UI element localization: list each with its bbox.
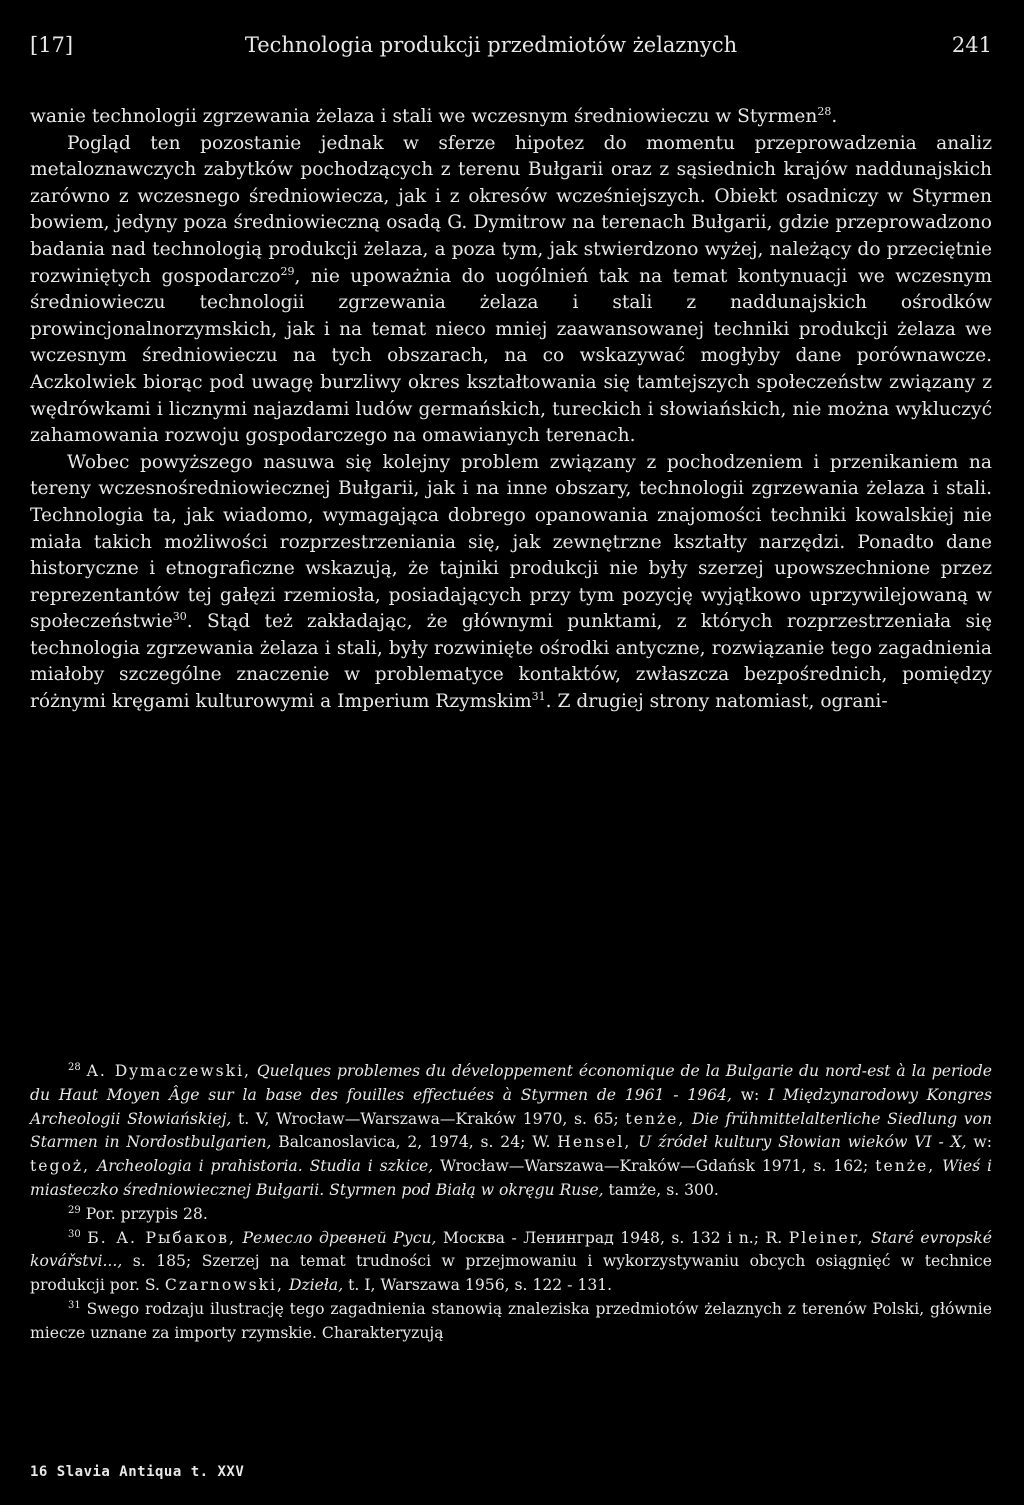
footnotes: [30, 1060, 992, 1346]
text-run: Por. przypis 28.: [85, 1204, 208, 1223]
author: Pleiner,: [788, 1228, 865, 1247]
work-title: Archeologia i prahistoria. Studia i szkice,: [96, 1157, 434, 1176]
work-title: Staré evropské kovářstvi...,: [30, 1228, 992, 1271]
text-run: Wrocław—Warszawa—Kraków—Gdańsk 1971, s. 162;: [433, 1157, 876, 1176]
footnote-ref-31[interactable]: 31: [531, 689, 546, 703]
footnote-28: [30, 1060, 992, 1203]
text-run: Москва - Ленинград 1948, s. 132 i n.; R.: [436, 1228, 789, 1247]
text-run: Swego rodzaju ilustrację tego zagadnienia stanowią znaleziska przedmiotów żelaznych z terenów Polski, głównie miecze uznane za importy rzymskie. Charakteryzują: [30, 1299, 993, 1342]
text-run: t. V, Wrocław—Warszawa—Kraków 1970, s. 65;: [231, 1109, 626, 1128]
footnote-mark: 31: [68, 1299, 81, 1311]
author: tegoż,: [30, 1157, 91, 1176]
footnote-30: [30, 1227, 992, 1298]
footnote-31: [30, 1298, 992, 1346]
sheet-signature: 16 Slavia Antiqua t. XXV: [30, 1464, 245, 1480]
running-header: [30, 30, 992, 60]
paragraph-3: [30, 450, 992, 716]
text-run: .: [831, 106, 838, 127]
footnote-29: [30, 1203, 992, 1227]
author: Б. А. Рыбаков,: [87, 1228, 236, 1247]
text-run: w:: [966, 1133, 993, 1152]
footnote-ref-29[interactable]: 29: [280, 264, 295, 278]
footnote-mark: 28: [68, 1061, 81, 1073]
text-run: . Stąd też zakładając, że głównymi punktami, z których rozprzestrzeniała się technologia zgrzewania żelaza i stali, były rozwinięte ośrodki antyczne, rozwiązanie tego zagadnienia miałoby szczególne znaczenie w problematyce kontaktów, zwłaszcza bezpośrednich, pomiędzy różnymi kręgami kulturowymi a Imperium Rzymskim: [30, 611, 992, 713]
footnote-mark: 29: [68, 1204, 81, 1216]
text-run: Balcanoslavica, 2, 1974, s. 24; W.: [271, 1133, 558, 1152]
text-run: , nie upoważnia do uogólnień tak na temat kontynuacji we wczesnym średniowieczu technologii zgrzewania żelaza i stali z naddunajskich ośrodków prowincjonalnorzymskich, jak i na temat nieco mniej zaawansowanej techniki produkcji żelaza we wczesnym średniowieczu na tych obszarach, na co wskazywać mogłyby dane porównawcze. Aczkolwiek biorąc pod uwagę burzliwy okres kształtowania się tamtejszych społeczeństw związany z wędrówkami i licznymi najazdami ludów germańskich, tureckich i słowiańskich, nie można wykluczyć zahamowania rozwoju gospodarczego na omawianych terenach.: [30, 265, 992, 447]
author: Czarnowski,: [164, 1276, 284, 1295]
footnote-ref-30[interactable]: 30: [172, 610, 187, 624]
author: tenże,: [875, 1157, 936, 1176]
text-run: Wobec powyższego nasuwa się kolejny problem związany z pochodzeniem i przenikaniem na tereny wczesnośredniowiecznej Bułgarii, jak i na inne obszary, technologii zgrzewania żelaza i stali. Technologia ta, jak wiadomo, wymagająca dobrego opanowania znajomości techniki kowalskiej nie miała takich możliwości rozprzestrzeniania się, jak zewnętrzne kształty narzędzi. Ponadto dane historyczne i etnograficzne wskazują, że tajniki produkcji nie były szerzej upowszechnione przez reprezentantów tej gałęzi rzemiosła, posiadających przy tym pozycję wyjątkowo uprzywilejowaną w społeczeństwie: [30, 451, 992, 633]
text-run: s. 185; Szerzej na temat trudności w przejmowaniu i wykorzystywaniu obcych osiągnięć w technice produkcji por. S.: [30, 1252, 992, 1295]
text-run: wanie technologii zgrzewania żelaza i stali we wczesnym średniowieczu w Styrmen: [30, 106, 818, 127]
work-title: Die frühmittelalterliche Siedlung von Starmen in Nordostbulgarien,: [30, 1109, 992, 1152]
paragraph-2: [30, 131, 992, 450]
text-run: Pogląd ten pozostanie jednak w sferze hipotez do momentu przeprowadzenia analiz metaloznawczych zabytków pochodzących z terenu Bułgarii oraz z sąsiednich krajów naddunajskich zarówno z wczesnego średniowiecza, jak i z okresów wcześniejszych. Obiekt osadniczy w Styrmen bowiem, jedyny poza średniowieczną osadą G. Dymitrow na terenach Bułgarii, gdzie przeprowadzono badania nad technologią produkcji żelaza, a poza tym, jak stwierdzono wyżej, należący do przeciętnie rozwiniętych gospodarczo: [30, 132, 992, 287]
author: Hensel,: [557, 1133, 632, 1152]
work-title: Quelques problemes du développement économique de la Bulgarie du nord-est à la periode du Haut Moyen Âge sur la base des fouilles effectuées à Styrmen de 1961 - 1964,: [30, 1062, 992, 1104]
footnote-ref-28[interactable]: 28: [817, 104, 832, 118]
running-title: Technologia produkcji przedmiotów żelaznych: [244, 33, 738, 57]
author: A. Dymaczewski,: [86, 1062, 252, 1080]
page: [30, 30, 992, 716]
work-title: Dzieła,: [288, 1276, 344, 1295]
text-run: w:: [731, 1085, 769, 1104]
footnote-mark: 30: [68, 1228, 81, 1240]
author: tenże,: [625, 1109, 686, 1128]
text-run: t. I, Warszawa 1956, s. 122 - 131.: [343, 1276, 613, 1295]
work-title: Wieś i miasteczko średniowiecznej Bułgarii. Styrmen pod Białą w okręgu Ruse,: [30, 1157, 992, 1199]
text-run: . Z drugiej strony natomiast, ograni-: [545, 691, 888, 713]
main-text: [30, 104, 992, 716]
page-number: 241: [951, 33, 992, 57]
work-title: Ремесло древней Руси,: [242, 1228, 437, 1247]
text-run: tamże, s. 300.: [603, 1180, 719, 1199]
work-title: I Międzynarodowy Kongres Archeologii Słowiańskiej,: [30, 1085, 993, 1128]
work-title: U źródeł kultury Słowian wieków VI - X,: [638, 1133, 967, 1152]
paragraph-1: [30, 104, 992, 131]
section-number: [17]: [30, 33, 74, 57]
